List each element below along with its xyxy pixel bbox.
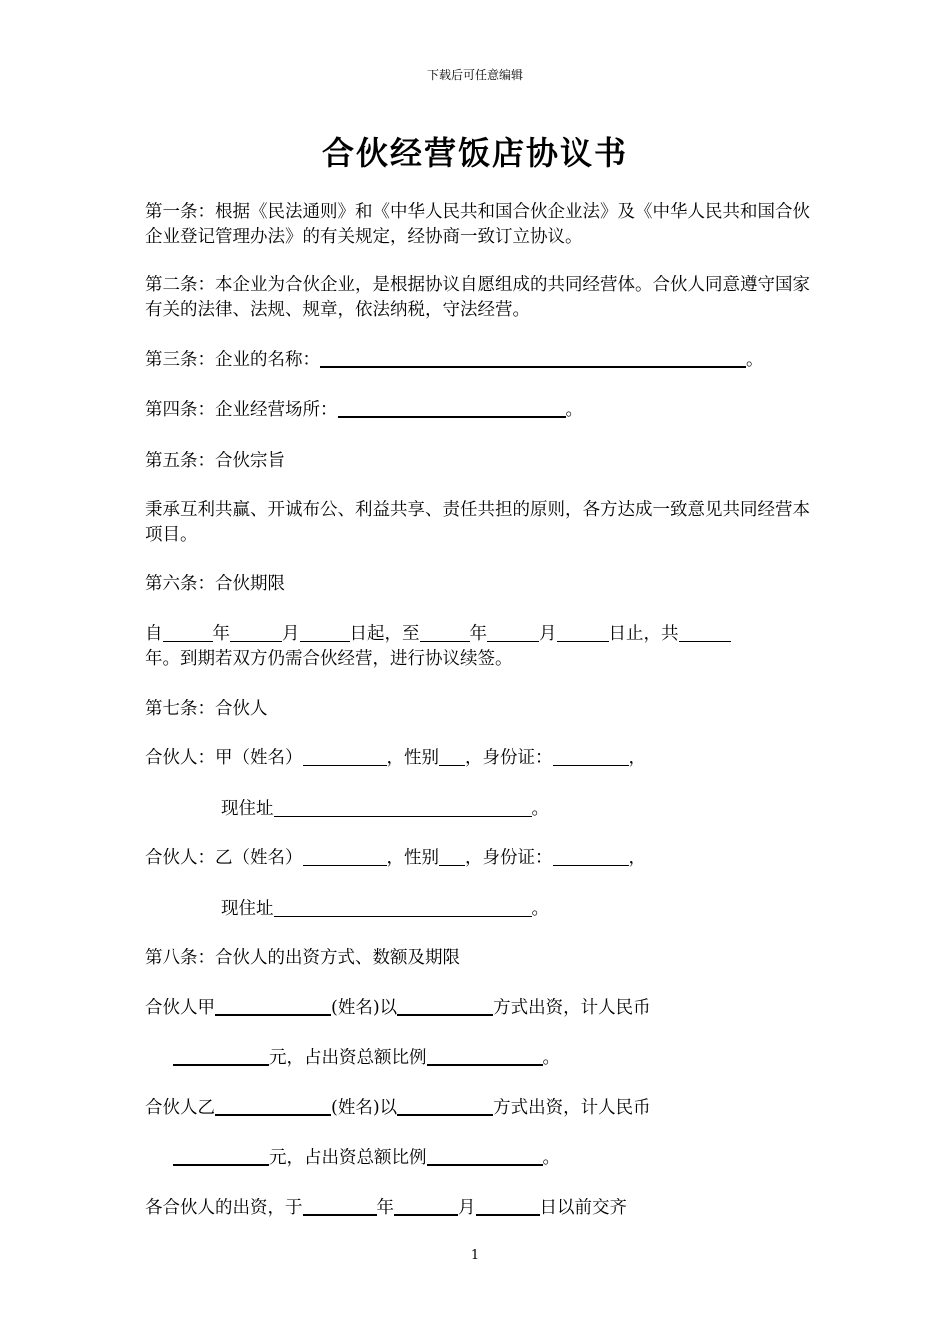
start-day-blank[interactable] — [300, 623, 350, 642]
invest-a-amount-blank[interactable] — [173, 1046, 269, 1066]
invest-b-name-blank[interactable] — [215, 1096, 331, 1116]
month-label: 月 — [282, 624, 300, 644]
partner-b-label: 合伙人：乙（姓名） — [145, 848, 303, 868]
clause-2: 第二条：本企业为合伙企业，是根据协议自愿组成的共同经营体。合伙人同意遵守国家有关的法律、法规、规章，依法纳税，守法经营。 — [145, 275, 810, 320]
id-label: ，身份证： — [465, 748, 553, 768]
period: 。 — [565, 400, 583, 420]
deadline-day-blank[interactable] — [476, 1196, 540, 1216]
deadline-line — [145, 1196, 810, 1221]
clause-3-label: 第三条：企业的名称： — [145, 350, 320, 370]
yuan-label: 元，占出资总额比例 — [269, 1048, 427, 1068]
partner-b-address-blank[interactable] — [274, 898, 532, 917]
partner-a-name-blank[interactable] — [303, 747, 387, 766]
period: 。 — [531, 799, 549, 819]
month-label: 月 — [458, 1198, 476, 1218]
year-label: 年 — [212, 624, 230, 644]
comma: ， — [628, 848, 646, 868]
deadline-start-label: 各合伙人的出资，于 — [145, 1198, 303, 1218]
start-year-blank[interactable] — [163, 623, 213, 642]
end-year-blank[interactable] — [420, 623, 470, 642]
name-by-label: (姓名)以 — [331, 998, 398, 1018]
address-label: 现住址 — [221, 899, 274, 919]
comma: ， — [628, 748, 646, 768]
partner-b-id-blank[interactable] — [553, 847, 629, 866]
business-location-blank[interactable] — [338, 398, 566, 418]
company-name-blank[interactable] — [320, 348, 746, 368]
invest-b-amount-line — [173, 1146, 838, 1171]
invest-a-line — [145, 996, 810, 1021]
end-day-blank[interactable] — [557, 623, 609, 642]
invest-b-line — [145, 1096, 810, 1121]
invest-b-ratio-blank[interactable] — [427, 1146, 543, 1166]
day-from-label: 日起，至 — [349, 624, 420, 644]
invest-a-name-blank[interactable] — [215, 996, 331, 1016]
invest-b-method-blank[interactable] — [397, 1096, 493, 1116]
clause-1: 第一条：根据《民法通则》和《中华人民共和国合伙企业法》及《中华人民共和国合伙企业登记管理办法》的有关规定，经协商一致订立协议。 — [145, 202, 810, 247]
page-number: 1 — [470, 1248, 480, 1263]
partner-a-line — [145, 746, 810, 771]
clause-8: 第八条：合伙人的出资方式、数额及期限 — [145, 948, 460, 968]
clause-5: 第五条：合伙宗旨 — [145, 451, 285, 471]
partner-b-name-blank[interactable] — [303, 847, 387, 866]
method-label: 方式出资，计人民币 — [493, 1098, 651, 1118]
from-label: 自 — [145, 624, 163, 644]
invest-a-method-blank[interactable] — [397, 996, 493, 1016]
partner-b-gender-blank[interactable] — [439, 847, 465, 866]
document-title: 合伙经营饭店协议书 — [321, 134, 628, 172]
period: 。 — [542, 1148, 560, 1168]
partner-b-address-line — [221, 897, 886, 922]
day-to-label: 日止，共 — [608, 624, 679, 644]
partner-a-address-blank[interactable] — [274, 798, 532, 817]
name-by-label: (姓名)以 — [331, 1098, 398, 1118]
clause-6-body — [145, 622, 810, 672]
clause-6-tail: 年。到期若双方仍需合伙经营，进行协议续签。 — [145, 649, 513, 669]
partner-a-gender-blank[interactable] — [439, 747, 465, 766]
period: 。 — [542, 1048, 560, 1068]
partner-a-label: 合伙人：甲（姓名） — [145, 748, 303, 768]
invest-a-amount-line — [173, 1046, 838, 1071]
clause-4 — [145, 398, 810, 423]
total-years-blank[interactable] — [679, 623, 731, 642]
page-header: 下载后可任意编辑 — [426, 68, 523, 82]
start-month-blank[interactable] — [230, 623, 282, 642]
id-label: ，身份证： — [465, 848, 553, 868]
clause-7: 第七条：合伙人 — [145, 699, 268, 719]
year-label: 年 — [376, 1198, 394, 1218]
partner-a-id-blank[interactable] — [553, 747, 629, 766]
clause-3 — [145, 348, 810, 373]
invest-a-ratio-blank[interactable] — [427, 1046, 543, 1066]
end-month-blank[interactable] — [487, 623, 539, 642]
method-label: 方式出资，计人民币 — [493, 998, 651, 1018]
period: 。 — [531, 899, 549, 919]
invest-b-amount-blank[interactable] — [173, 1146, 269, 1166]
period: 。 — [746, 350, 764, 370]
deadline-month-blank[interactable] — [394, 1196, 458, 1216]
clause-4-label: 第四条：企业经营场所： — [145, 400, 338, 420]
address-label: 现住址 — [221, 799, 274, 819]
gender-label: ，性别 — [386, 748, 439, 768]
yuan-label: 元，占出资总额比例 — [269, 1148, 427, 1168]
invest-a-label: 合伙人甲 — [145, 998, 215, 1018]
partner-a-address-line — [221, 797, 886, 822]
deadline-year-blank[interactable] — [303, 1196, 377, 1216]
invest-b-label: 合伙人乙 — [145, 1098, 215, 1118]
year-label: 年 — [469, 624, 487, 644]
clause-6: 第六条：合伙期限 — [145, 574, 285, 594]
deadline-end-label: 日以前交齐 — [539, 1198, 627, 1218]
clause-5-body: 秉承互利共赢、开诚布公、利益共享、责任共担的原则，各方达成一致意见共同经营本项目。 — [145, 500, 810, 545]
partner-b-line — [145, 846, 810, 871]
month-label: 月 — [539, 624, 557, 644]
gender-label: ，性别 — [386, 848, 439, 868]
